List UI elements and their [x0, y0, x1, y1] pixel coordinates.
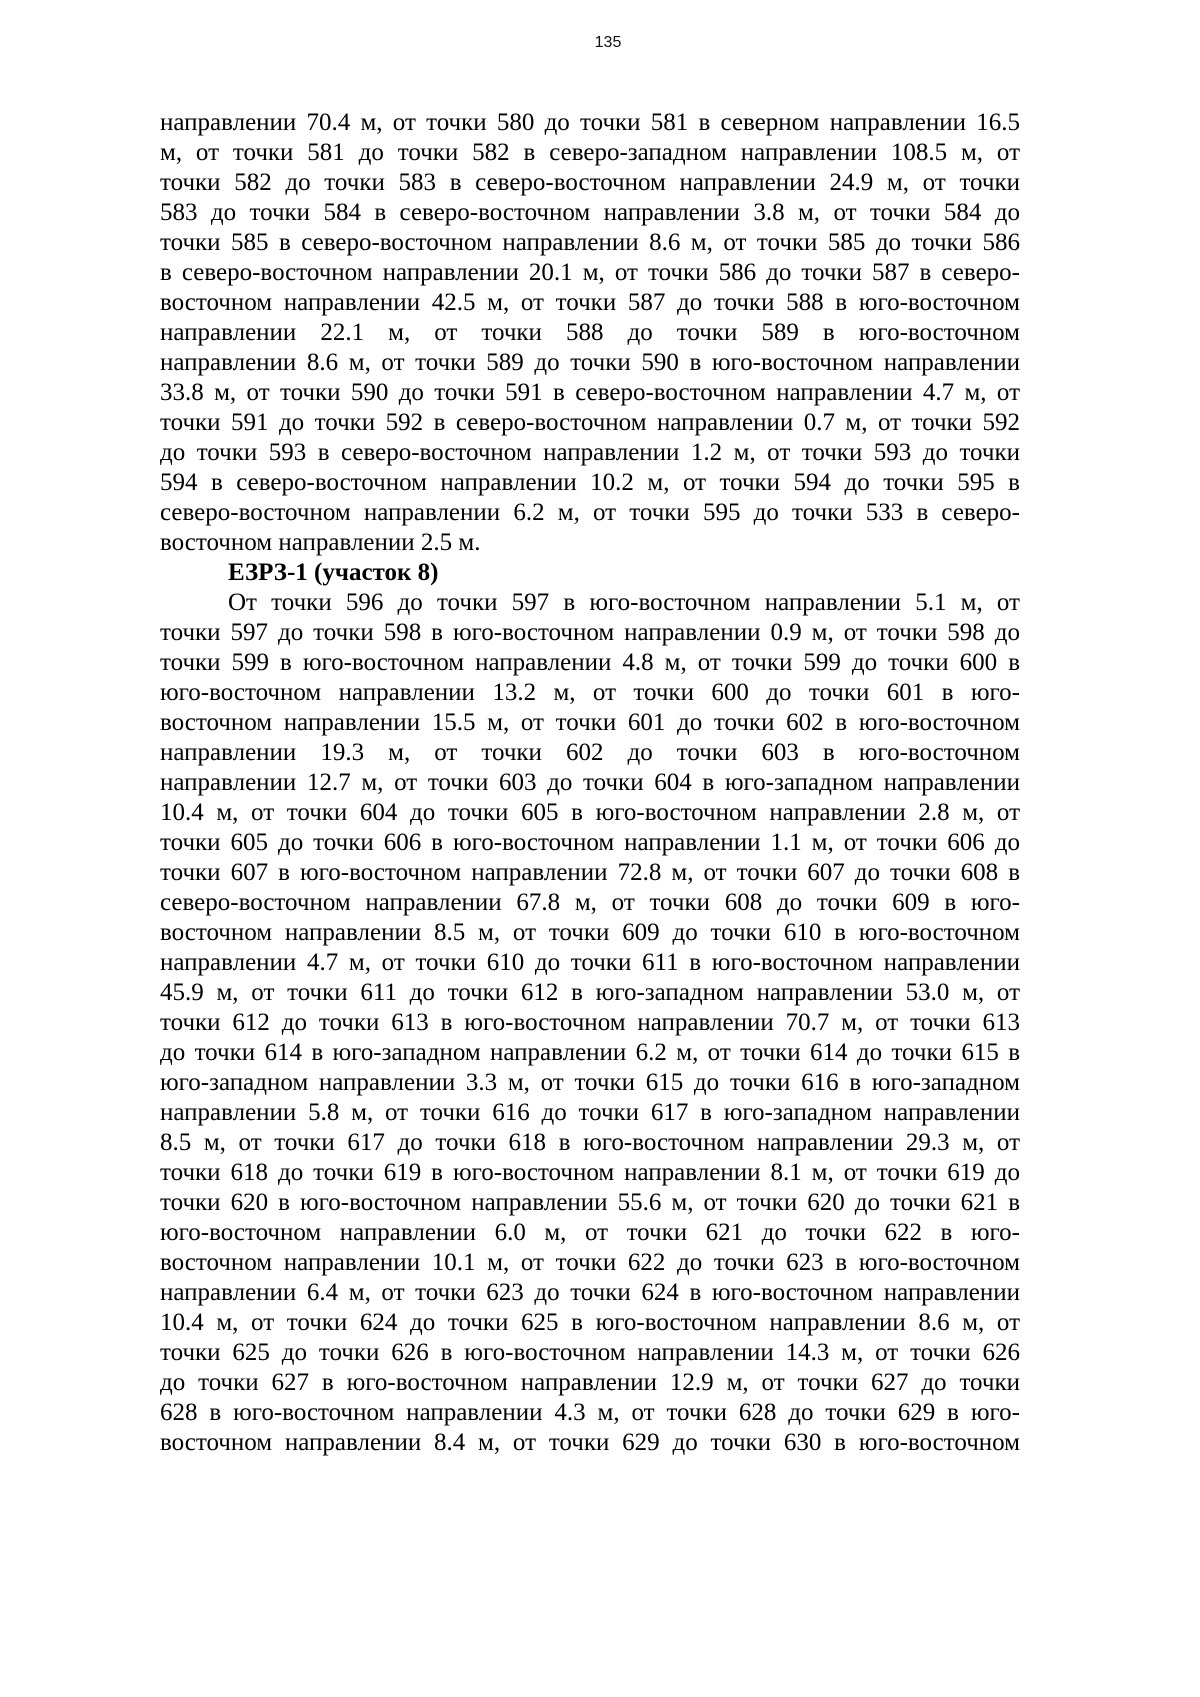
text-line: восточном направлении 8.4 м, от точки 629 до точки 630 в юго-восточном — [160, 1429, 1020, 1456]
text-line: 45.9 м, от точки 611 до точки 612 в юго-западном направлении 53.0 м, от — [160, 979, 1020, 1006]
text-line: точки 620 в юго-восточном направлении 55.6 м, от точки 620 до точки 621 в — [160, 1189, 1020, 1216]
section-paragraph — [160, 588, 1020, 1458]
text-line: точки 582 до точки 583 в северо-восточном направлении 24.9 м, от точки — [160, 169, 1020, 196]
text-line: направлении 19.3 м, от точки 602 до точки 603 в юго-восточном — [160, 739, 1020, 766]
text-line: точки 599 в юго-восточном направлении 4.8 м, от точки 599 до точки 600 в — [160, 649, 1020, 676]
text-line: 583 до точки 584 в северо-восточном направлении 3.8 м, от точки 584 до — [160, 199, 1020, 226]
text-line: северо-восточном направлении 6.2 м, от точки 595 до точки 533 в северо- — [160, 499, 1020, 526]
text-line: точки 591 до точки 592 в северо-восточном направлении 0.7 м, от точки 592 — [160, 409, 1020, 436]
section-heading: ЕЗРЗ-1 (участок 8) — [228, 559, 439, 586]
text-line: От точки 596 до точки 597 в юго-восточном направлении 5.1 м, от — [228, 589, 1020, 616]
page-number: 135 — [594, 34, 622, 51]
text-line: точки 618 до точки 619 в юго-восточном направлении 8.1 м, от точки 619 до — [160, 1159, 1020, 1186]
text-line: направлении 4.7 м, от точки 610 до точки 611 в юго-восточном направлении — [160, 949, 1020, 976]
text-line: восточном направлении 8.5 м, от точки 609 до точки 610 в юго-восточном — [160, 919, 1020, 946]
text-line: восточном направлении 2.5 м. — [160, 529, 481, 556]
text-line: до точки 593 в северо-восточном направлении 1.2 м, от точки 593 до точки — [160, 439, 1020, 466]
text-line: точки 625 до точки 626 в юго-восточном направлении 14.3 м, от точки 626 — [160, 1339, 1020, 1366]
text-line: в северо-восточном направлении 20.1 м, от точки 586 до точки 587 в северо- — [160, 259, 1020, 286]
text-line: точки 605 до точки 606 в юго-восточном направлении 1.1 м, от точки 606 до — [160, 829, 1020, 856]
text-line: до точки 627 в юго-восточном направлении 12.9 м, от точки 627 до точки — [160, 1369, 1020, 1396]
text-line: точки 612 до точки 613 в юго-восточном направлении 70.7 м, от точки 613 — [160, 1009, 1020, 1036]
text-line: направлении 6.4 м, от точки 623 до точки 624 в юго-восточном направлении — [160, 1279, 1020, 1306]
text-line: юго-восточном направлении 6.0 м, от точки 621 до точки 622 в юго- — [160, 1219, 1020, 1246]
text-line: точки 597 до точки 598 в юго-восточном направлении 0.9 м, от точки 598 до — [160, 619, 1020, 646]
text-line: 594 в северо-восточном направлении 10.2 м, от точки 594 до точки 595 в — [160, 469, 1020, 496]
text-line: 10.4 м, от точки 624 до точки 625 в юго-восточном направлении 8.6 м, от — [160, 1309, 1020, 1336]
text-line: направлении 5.8 м, от точки 616 до точки 617 в юго-западном направлении — [160, 1099, 1020, 1126]
text-line: юго-восточном направлении 13.2 м, от точки 600 до точки 601 в юго- — [160, 679, 1020, 706]
text-line: направлении 12.7 м, от точки 603 до точки 604 в юго-западном направлении — [160, 769, 1020, 796]
text-line: до точки 614 в юго-западном направлении 6.2 м, от точки 614 до точки 615 в — [160, 1039, 1020, 1066]
text-line: направлении 22.1 м, от точки 588 до точки 589 в юго-восточном — [160, 319, 1020, 346]
text-line: северо-восточном направлении 67.8 м, от точки 608 до точки 609 в юго- — [160, 889, 1020, 916]
text-line: точки 607 в юго-восточном направлении 72.8 м, от точки 607 до точки 608 в — [160, 859, 1020, 886]
text-line: м, от точки 581 до точки 582 в северо-западном направлении 108.5 м, от — [160, 139, 1020, 166]
text-line: направлении 70.4 м, от точки 580 до точки 581 в северном направлении 16.5 — [160, 109, 1020, 136]
continuation-paragraph — [160, 108, 1020, 558]
text-line: восточном направлении 42.5 м, от точки 587 до точки 588 в юго-восточном — [160, 289, 1020, 316]
text-line: восточном направлении 10.1 м, от точки 622 до точки 623 в юго-восточном — [160, 1249, 1020, 1276]
text-line: 8.5 м, от точки 617 до точки 618 в юго-восточном направлении 29.3 м, от — [160, 1129, 1020, 1156]
text-line: 628 в юго-восточном направлении 4.3 м, от точки 628 до точки 629 в юго- — [160, 1399, 1020, 1426]
text-line: направлении 8.6 м, от точки 589 до точки 590 в юго-восточном направлении — [160, 349, 1020, 376]
body-text — [160, 108, 1020, 1458]
text-line: 33.8 м, от точки 590 до точки 591 в северо-восточном направлении 4.7 м, от — [160, 379, 1020, 406]
text-line: юго-западном направлении 3.3 м, от точки 615 до точки 616 в юго-западном — [160, 1069, 1020, 1096]
text-line: точки 585 в северо-восточном направлении 8.6 м, от точки 585 до точки 586 — [160, 229, 1020, 256]
text-line: восточном направлении 15.5 м, от точки 601 до точки 602 в юго-восточном — [160, 709, 1020, 736]
text-line: 10.4 м, от точки 604 до точки 605 в юго-восточном направлении 2.8 м, от — [160, 799, 1020, 826]
